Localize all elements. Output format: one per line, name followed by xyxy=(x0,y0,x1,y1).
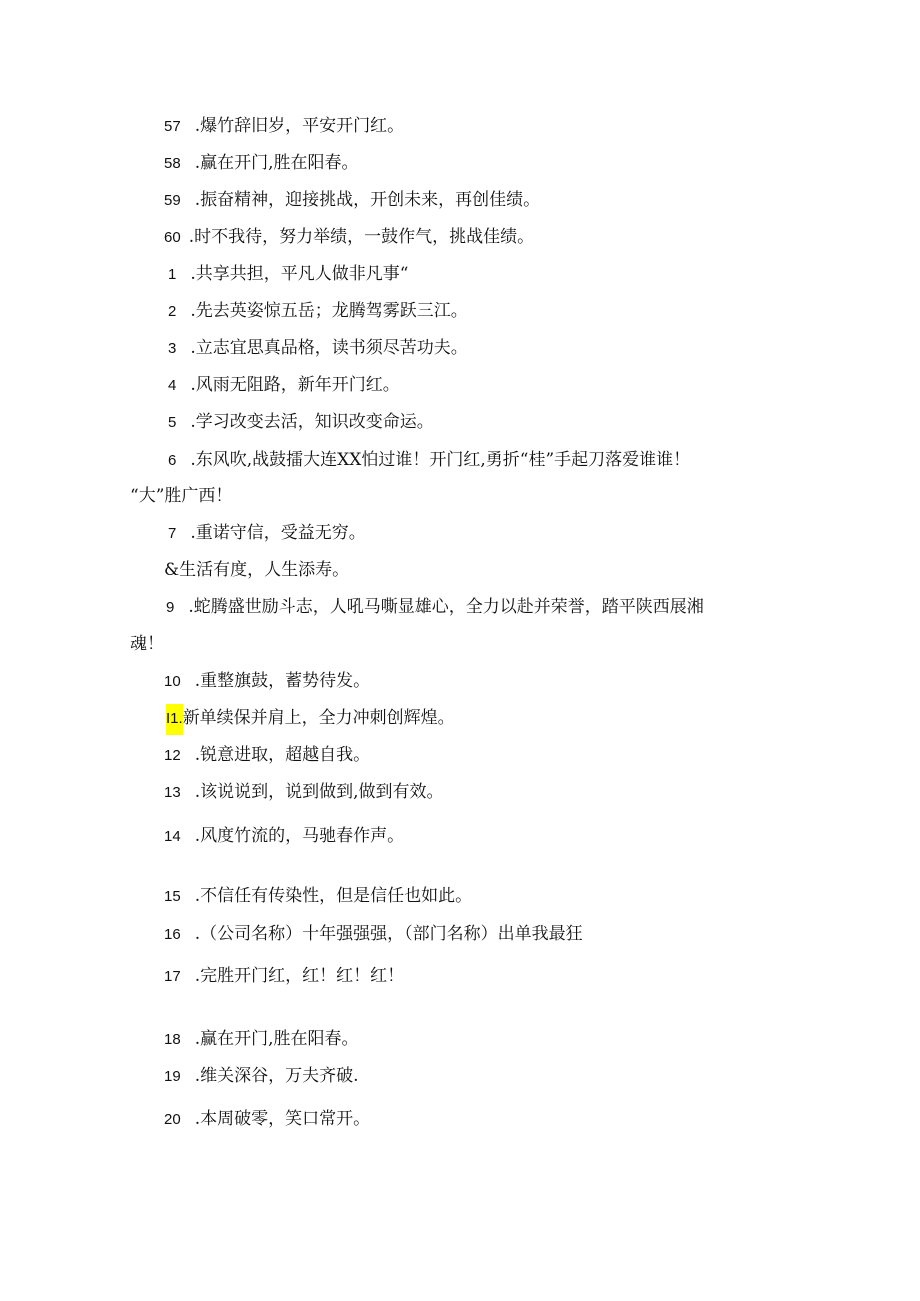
item-text: .蛇腾盛世励斗志，人吼马嘶显雄心，全力以赴并荣誉，踏平陕西展湘 xyxy=(188,597,704,617)
item-number: 7 xyxy=(168,525,177,542)
item-number: 60 xyxy=(164,229,181,246)
list-item xyxy=(164,116,404,137)
item-number: 17 xyxy=(164,968,181,985)
item-text: .先去英姿惊五岳；龙腾驾雾跃三江。 xyxy=(190,301,468,321)
list-item xyxy=(164,745,370,766)
item-number: 57 xyxy=(164,118,181,135)
list-item xyxy=(164,886,472,907)
item-text: .风雨无阻路，新年开门红。 xyxy=(190,375,400,395)
item-text: .振奋精神，迎接挑战，开创未来，再创佳绩。 xyxy=(194,190,541,210)
item-number: 3 xyxy=(168,340,177,357)
item-text: .该说说到，说到做到,做到有效。 xyxy=(194,782,444,802)
highlighted-item-number: I1. xyxy=(166,704,183,735)
list-item xyxy=(164,1109,370,1130)
item-text: .共享共担，平凡人做非凡事“ xyxy=(190,264,409,284)
list-item xyxy=(168,338,468,359)
item-text: .立志宜思真品格，读书须尽苦功夫。 xyxy=(190,338,468,358)
item-number: 18 xyxy=(164,1031,181,1048)
list-item xyxy=(164,924,583,945)
list-item xyxy=(164,227,534,248)
list-item xyxy=(164,560,349,580)
item-text: .时不我待，努力举绩，一鼓作气，挑战佳绩。 xyxy=(188,227,535,247)
item-text: .赢在开门,胜在阳春。 xyxy=(194,1029,359,1049)
list-item xyxy=(168,412,434,433)
item-text: 新单续保并肩上，全力冲刺创辉煌。 xyxy=(182,708,455,728)
list-item xyxy=(166,597,704,618)
list-item xyxy=(164,153,359,174)
list-item xyxy=(168,301,468,322)
item-number: 12 xyxy=(164,747,181,764)
list-item xyxy=(168,264,408,285)
list-item-continuation: “大”胜广西！ xyxy=(130,486,233,506)
list-item xyxy=(164,671,370,692)
item-number: 1 xyxy=(168,266,177,283)
item-text: .不信任有传染性，但是信任也如此。 xyxy=(194,886,473,906)
list-item xyxy=(168,375,400,396)
item-number: 9 xyxy=(166,599,175,616)
item-number: 5 xyxy=(168,414,177,431)
item-text: &生活有度，人生添寿。 xyxy=(164,560,350,580)
item-number: 4 xyxy=(168,377,177,394)
item-text: .赢在开门,胜在阳春。 xyxy=(194,153,359,173)
item-number: 13 xyxy=(164,784,181,801)
item-number: 59 xyxy=(164,192,181,209)
item-text: .风度竹流的，马驰春作声。 xyxy=(194,826,405,846)
list-item xyxy=(166,708,455,729)
item-number: 2 xyxy=(168,303,177,320)
list-item xyxy=(164,966,404,987)
item-text: .重诺守信，受益无穷。 xyxy=(190,523,366,543)
item-number: 14 xyxy=(164,828,181,845)
item-number: 6 xyxy=(168,452,177,469)
item-number: 10 xyxy=(164,673,181,690)
list-item xyxy=(168,450,690,471)
item-text: .（公司名称）十年强强强，（部门名称）出单我最狂 xyxy=(194,924,583,944)
item-number: 16 xyxy=(164,926,181,943)
list-item-continuation: 魂！ xyxy=(130,634,164,654)
list-item xyxy=(164,826,404,847)
item-number: 15 xyxy=(164,888,181,905)
item-number: 19 xyxy=(164,1068,181,1085)
list-item xyxy=(164,782,444,803)
item-text: .东风吹,战鼓擂大连XX怕过谁！开门红,勇折“桂”手起刀落爱谁谁！ xyxy=(190,450,691,470)
item-text: .维关深谷，万夫齐破. xyxy=(194,1066,359,1086)
item-number: 20 xyxy=(164,1111,181,1128)
item-text: .学习改变去活，知识改变命运。 xyxy=(190,412,434,432)
list-item xyxy=(168,523,366,544)
item-text: .锐意进取，超越自我。 xyxy=(194,745,371,765)
list-item xyxy=(164,190,540,211)
item-text: .本周破零，笑口常开。 xyxy=(194,1109,371,1129)
item-text: .爆竹辞旧岁，平安开门红。 xyxy=(194,116,405,136)
list-item xyxy=(164,1029,359,1050)
list-item xyxy=(164,1066,359,1087)
item-text: .重整旗鼓，蓄势待发。 xyxy=(194,671,371,691)
item-text: .完胜开门红，红！红！红！ xyxy=(194,966,405,986)
item-number: 58 xyxy=(164,155,181,172)
